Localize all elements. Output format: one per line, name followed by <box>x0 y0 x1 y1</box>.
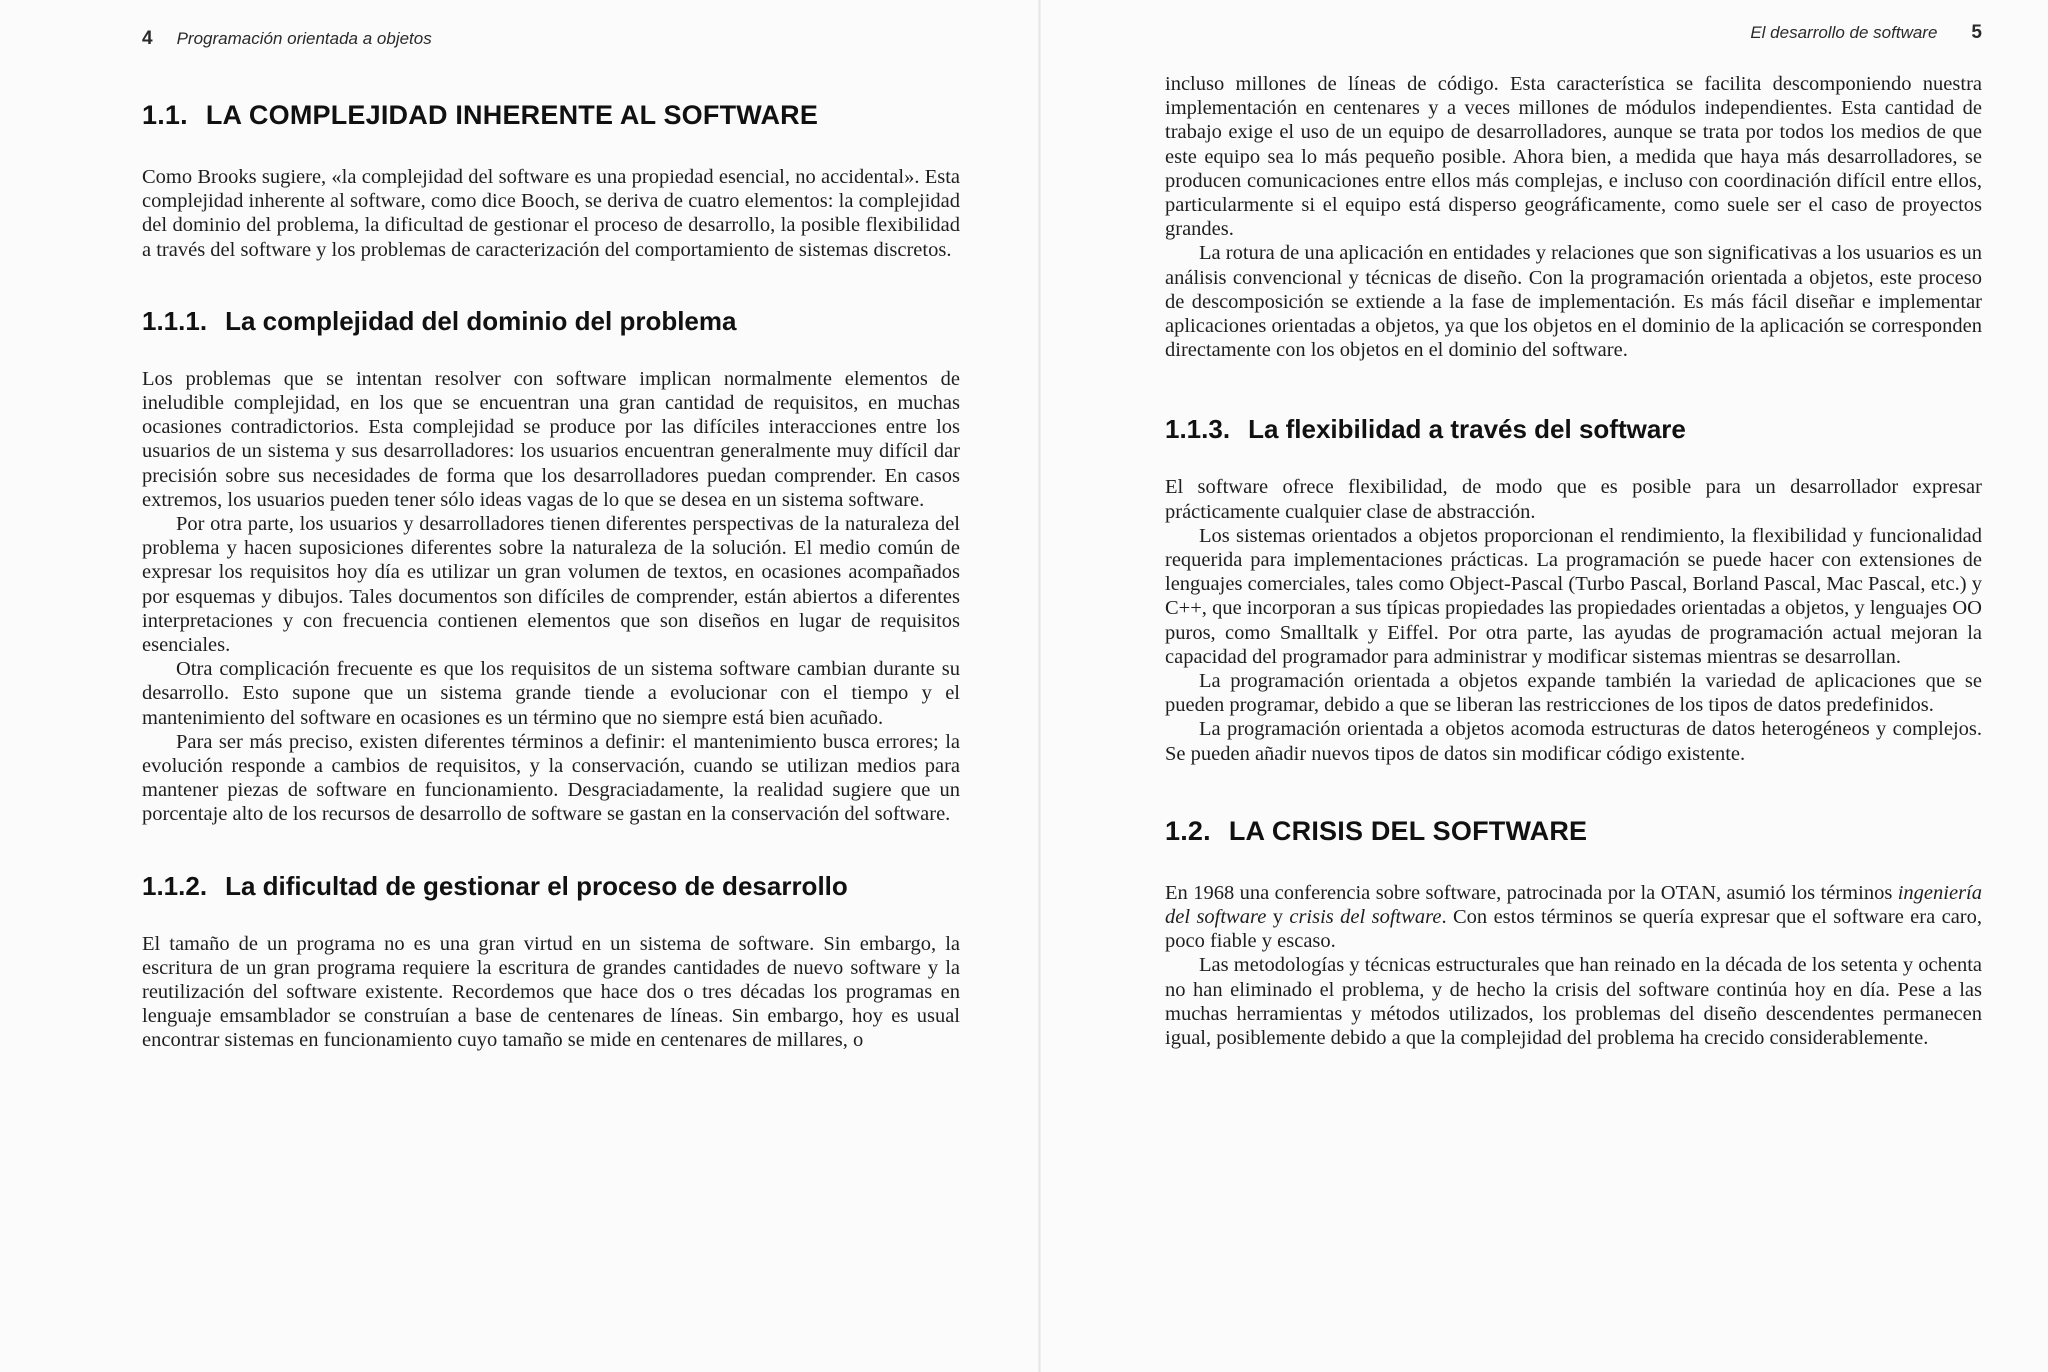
paragraph: Los sistemas orientados a objetos proporcionan el rendimiento, la flexibilidad y funcionalidad requerida para implementaciones prácticas. La programación se puede hacer con extensiones de lenguajes comerciales, tales como Object-Pascal (Turbo Pascal, Borland Pascal, Mac Pascal, etc.) y C++, que incorporan a sus típicas propiedades las propiedades orientadas a objetos, y lenguajes OO puros, como Smalltalk y Eiffel. Por otra parte, las ayudas de programación actual mejoran la capacidad del programador para administrar y modificar sistemas mientras se desarrollan. <box>1165 524 1982 668</box>
right-running-head <box>1165 22 1982 52</box>
right-running-title: El desarrollo de software <box>1750 23 1938 42</box>
paragraph: Las metodologías y técnicas estructurales que han reinado en la década de los setenta y ochenta no han eliminado el problema, y de hecho la crisis del software continúa hoy en día. Pese a las muchas herramientas y métodos utilizados, los problemas del diseño descendentes permanecen igual, posiblemente debido a que la complejidad del problema ha crecido considerablemente. <box>1165 954 1982 1050</box>
section-1-2-number: 1.2. <box>1165 815 1211 846</box>
paragraph: Otra complicación frecuente es que los requisitos de un sistema software cambian durante su desarrollo. Esto supone que un sistema grande tiende a evolucionar con el tiempo y el mantenimiento del software en ocasiones es un término que no siempre está bien acuñado. <box>142 658 960 729</box>
paragraph: La rotura de una aplicación en entidades y relaciones que son significativas a los usuarios es un análisis convencional y técnicas de diseño. Con la programación orientada a objetos, este proceso de descomposición se extiende a la fase de implementación. Es más fácil diseñar e implementar aplicaciones orientadas a objetos, ya que los objetos en el dominio de la aplicación se corresponden directamente con los objetos en el dominio del software. <box>1165 242 1982 362</box>
subsection-1-1-1-title: La complejidad del dominio del problema <box>225 305 737 336</box>
paragraph <box>1165 881 1982 954</box>
term-crisis-del-software: crisis del software <box>1289 906 1442 929</box>
section-1-1-intro: Como Brooks sugiere, «la complejidad del software es una propiedad esencial, no accidental». Esta complejidad inherente al software, como dice Booch, se deriva de cuatro elementos: la complejidad del dominio del problema, la dificultad de gestionar el proceso de desarrollo, la posible flexibilidad a través del software y los problemas de caracterización del comportamiento de sistemas discretos. <box>142 166 960 261</box>
section-1-1-heading <box>142 100 960 131</box>
paragraph: Los problemas que se intentan resolver con software implican normalmente elementos de ineludible complejidad, en los que se encuentran una gran cantidad de requisitos, en muchas ocasiones contradictorios. Esta complejidad se produce por las difíciles interacciones entre los usuarios de un sistema y sus desarrolladores: los usuarios encuentran generalmente muy difícil dar precisión sobre sus necesidades de forma que los desarrolladores puedan comprender. En casos extremos, los usuarios pueden tener sólo ideas vagas de lo que se desea en un sistema software. <box>142 367 960 511</box>
subsection-1-1-2-number: 1.1.2. <box>142 870 208 901</box>
left-running-head <box>142 28 960 58</box>
section-1-2-heading <box>1165 816 1982 847</box>
subsection-1-1-1-number: 1.1.1. <box>142 305 208 336</box>
paragraph: La programación orientada a objetos acomoda estructuras de datos heterogéneos y complejos. Se pueden añadir nuevos tipos de datos sin modificar código existente. <box>1165 718 1982 765</box>
subsection-1-1-3-title: La flexibilidad a través del software <box>1248 414 1686 445</box>
paragraph: El tamaño de un programa no es una gran virtud en un sistema de software. Sin embargo, la escritura de un gran programa requiere la escritura de grandes cantidades de nuevo software y la reutilización del software existente. Recordemos que hace dos o tres décadas los programas en lenguaje emsamblador se construían a base de centenares de líneas. Sin embargo, hoy es usual encontrar sistemas en funcionamiento cuyo tamaño se mide en centenares de millares, o <box>142 932 960 1052</box>
paragraph: Para ser más preciso, existen diferentes términos a definir: el mantenimiento busca errores; la evolución responde a cambios de requisitos, y la conservación, cuando se utilizan medios para mantener piezas de software en funcionamiento. Desgraciadamente, la realidad sugiere que un porcentaje alto de los recursos de desarrollo de software se gastan en la conservación del software. <box>142 730 960 826</box>
section-1-2-title: LA CRISIS DEL SOFTWARE <box>1228 815 1588 846</box>
subsection-1-1-2-heading <box>142 871 960 902</box>
subsection-1-1-1-heading <box>142 306 960 337</box>
section-1-1-number: 1.1. <box>142 100 188 130</box>
text-run: . Con estos términos se quería expresar que el software era caro, poco fiable y escaso. <box>1165 906 1983 953</box>
subsection-1-1-3-heading <box>1165 414 1982 445</box>
paragraph: incluso millones de líneas de código. Esta característica se facilita descomponiendo nuestra implementación en centenares y a veces millones de módulos independientes. Esta cantidad de trabajo exige el uso de un equipo de desarrolladores, aunque se trata por todos los medios de que este equipo sea lo más pequeño posible. Ahora bien, a medida que haya más desarrolladores, se producen comunicaciones entre ellos más complejas, e incluso con coordinación difícil entre ellos, particularmente si el equipo está disperso geográficamente, como suele ser el caso de proyectos grandes. <box>1165 73 1982 241</box>
right-page <box>1040 0 2048 1372</box>
paragraph: La programación orientada a objetos expande también la variedad de aplicaciones que se pueden programar, debido a que se liberan las restricciones de los tipos de datos predefinidos. <box>1165 670 1982 717</box>
paragraph: Por otra parte, los usuarios y desarrolladores tienen diferentes perspectivas de la naturaleza del problema y hacen suposiciones diferentes sobre la naturaleza de la solución. El medio común de expresar los requisitos hoy día es utilizar un gran volumen de textos, en ocasiones acompañados por esquemas y dibujos. Tales documentos son difíciles de comprender, están abiertos a diferentes interpretaciones y con frecuencia contienen elementos que son diseños en lugar de requisitos esenciales. <box>142 513 960 657</box>
term-ingenieria-del-software: ingeniería del software <box>1165 881 1982 929</box>
subsection-1-1-2-title: La dificultad de gestionar el proceso de desarrollo <box>225 870 848 901</box>
right-page-number: 5 <box>1971 22 1982 43</box>
left-page-number: 4 <box>142 28 153 49</box>
section-1-1-title: LA COMPLEJIDAD INHERENTE AL SOFTWARE <box>205 100 819 130</box>
text-run: En 1968 una conferencia sobre software, patrocinada por la OTAN, asumió los términos <box>1165 881 1898 904</box>
left-running-title: Programación orientada a objetos <box>176 29 432 48</box>
text-run: y <box>1266 906 1290 929</box>
subsection-1-1-3-number: 1.1.3. <box>1165 414 1231 445</box>
paragraph: El software ofrece flexibilidad, de modo que es posible para un desarrollador expresar prácticamente cualquier clase de abstracción. <box>1165 476 1982 523</box>
